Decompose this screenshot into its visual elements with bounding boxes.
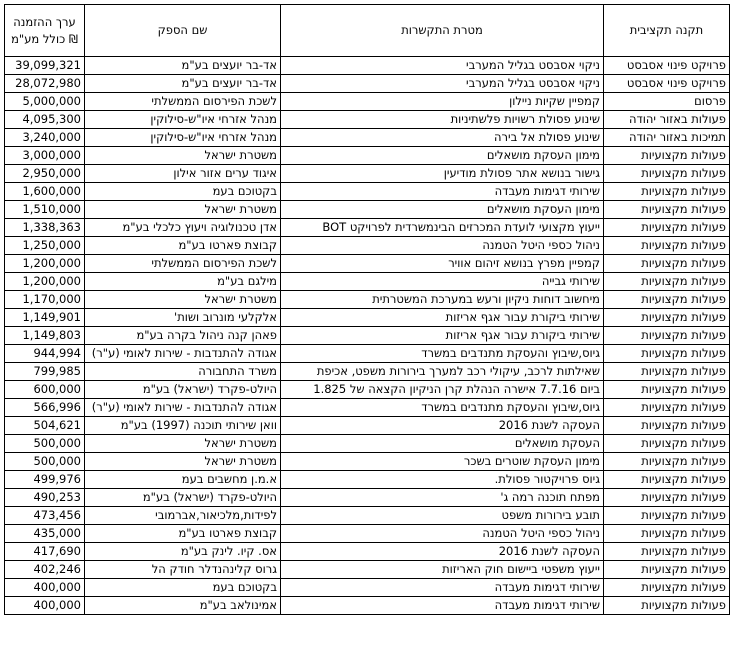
amount-cell: 566,996 (5, 399, 85, 417)
amount-cell: 1,200,000 (5, 255, 85, 273)
table-row (5, 489, 730, 507)
supplier-cell: משטרת ישראל (85, 453, 281, 471)
table-row (5, 309, 730, 327)
table-row (5, 399, 730, 417)
amount-cell: 1,149,901 (5, 309, 85, 327)
purpose-cell: ניהול כספי היטל הטמנה (281, 237, 604, 255)
table-row (5, 129, 730, 147)
budget-cell: פעולות מקצועיות (604, 507, 730, 525)
table-row (5, 543, 730, 561)
purpose-cell: ביום 7.7.16 אישרה הנהלת קרן הניקיון הקצאה של 1.825 (281, 381, 604, 399)
supplier-cell: פאהן קנה ניהול בקרה בע"מ (85, 327, 281, 345)
amount-cell: 3,000,000 (5, 147, 85, 165)
supplier-cell: קבוצת פארטו בע"מ (85, 237, 281, 255)
supplier-cell: מילגם בע"מ (85, 273, 281, 291)
supplier-cell: משטרת ישראל (85, 291, 281, 309)
budget-cell: פרויקט פינוי אסבסט (604, 75, 730, 93)
budget-cell: פרסום (604, 93, 730, 111)
table-row (5, 381, 730, 399)
purpose-cell: ניקוי אסבסט בגליל המערבי (281, 57, 604, 75)
amount-cell: 600,000 (5, 381, 85, 399)
amount-cell: 2,950,000 (5, 165, 85, 183)
table-row (5, 561, 730, 579)
table-row (5, 111, 730, 129)
budget-cell: פעולות מקצועיות (604, 327, 730, 345)
amount-cell: 417,690 (5, 543, 85, 561)
budget-cell: פעולות מקצועיות (604, 255, 730, 273)
amount-cell: 1,600,000 (5, 183, 85, 201)
budget-cell: פעולות מקצועיות (604, 453, 730, 471)
purpose-cell: קמפיין שקיות ניילון (281, 93, 604, 111)
budget-cell: תמיכות באזור יהודה (604, 129, 730, 147)
supplier-cell: מנהל אזרחי איו"ש-סילוקין (85, 129, 281, 147)
budget-cell: פרויקט פינוי אסבסט (604, 57, 730, 75)
budget-cell: פעולות באזור יהודה (604, 111, 730, 129)
table-row (5, 417, 730, 435)
supplier-cell: משטרת ישראל (85, 435, 281, 453)
purpose-cell: גיוס פרויקטור פסולת. (281, 471, 604, 489)
supplier-cell: משרד התחבורה (85, 363, 281, 381)
purpose-cell: העסקה לשנת 2016 (281, 417, 604, 435)
purpose-cell: מימון העסקת מושאלים (281, 201, 604, 219)
budget-cell: פעולות מקצועיות (604, 579, 730, 597)
table-row (5, 273, 730, 291)
table-row (5, 327, 730, 345)
amount-cell: 799,985 (5, 363, 85, 381)
budget-cell: פעולות מקצועיות (604, 165, 730, 183)
amount-cell: 1,338,363 (5, 219, 85, 237)
supplier-cell: אגודה להתנדבות - שירות לאומי (ע"ר) (85, 399, 281, 417)
supplier-cell: אגודה להתנדבות - שירות לאומי (ע"ר) (85, 345, 281, 363)
purpose-cell: שירותי דגימות מעבדה (281, 597, 604, 615)
purpose-cell: תובע בירורות משפט (281, 507, 604, 525)
header-row (5, 5, 730, 57)
purpose-cell: שירותי ביקורת עבור אגף אריזות (281, 309, 604, 327)
header-amount: ערך ההזמנה ₪ כולל מע"מ (5, 5, 85, 57)
table-row (5, 93, 730, 111)
amount-cell: 944,994 (5, 345, 85, 363)
table-row (5, 579, 730, 597)
purpose-cell: שירותי דגימות מעבדה (281, 183, 604, 201)
purpose-cell: מימון העסקת מושאלים (281, 147, 604, 165)
table-row (5, 219, 730, 237)
purpose-cell: ניהול כספי היטל הטמנה (281, 525, 604, 543)
budget-cell: פעולות מקצועיות (604, 147, 730, 165)
supplier-cell: אלקלעי מונרוב ושות' (85, 309, 281, 327)
supplier-cell: אמינולאב בע"מ (85, 597, 281, 615)
budget-cell: פעולות מקצועיות (604, 399, 730, 417)
supplier-cell: אדן טכנולוגיה ויעוץ כלכלי בע"מ (85, 219, 281, 237)
amount-cell: 1,170,000 (5, 291, 85, 309)
supplier-cell: בקטוכם בעמ (85, 183, 281, 201)
purpose-cell: שירותי ביקורת עבור אגף אריזות (281, 327, 604, 345)
budget-cell: פעולות מקצועיות (604, 381, 730, 399)
purpose-cell: גיוס,שיבוץ והעסקת מתנדבים במשרד (281, 345, 604, 363)
amount-cell: 400,000 (5, 597, 85, 615)
supplier-cell: אס. קיו. לינק בע"מ (85, 543, 281, 561)
table-row (5, 75, 730, 93)
purpose-cell: שירותי גבייה (281, 273, 604, 291)
supplier-cell: לשכת הפירסום הממשלתי (85, 93, 281, 111)
purpose-cell: קמפיין מפרץ בנושא זיהום אוויר (281, 255, 604, 273)
header-budget: תקנה תקציבית (604, 5, 730, 57)
table-row (5, 201, 730, 219)
amount-cell: 1,149,803 (5, 327, 85, 345)
purpose-cell: מיחשוב דוחות ניקיון ורעש במערכת המשטרתית (281, 291, 604, 309)
purpose-cell: ייעוץ משפטי ביישום חוק האריזות (281, 561, 604, 579)
purpose-cell: מפתח תוכנה רמה ג' (281, 489, 604, 507)
purpose-cell: העסקת מושאלים (281, 435, 604, 453)
table-row (5, 237, 730, 255)
amount-cell: 500,000 (5, 435, 85, 453)
supplier-cell: וואן שירותי תוכנה (1997) בע"מ (85, 417, 281, 435)
budget-cell: פעולות מקצועיות (604, 597, 730, 615)
table-row (5, 507, 730, 525)
table-row (5, 345, 730, 363)
amount-cell: 500,000 (5, 453, 85, 471)
amount-cell: 402,246 (5, 561, 85, 579)
budget-cell: פעולות מקצועיות (604, 543, 730, 561)
budget-cell: פעולות מקצועיות (604, 489, 730, 507)
supplier-cell: קבוצת פארטו בע"מ (85, 525, 281, 543)
amount-cell: 435,000 (5, 525, 85, 543)
table-row (5, 435, 730, 453)
budget-cell: פעולות מקצועיות (604, 345, 730, 363)
supplier-cell: משטרת ישראל (85, 201, 281, 219)
supplier-cell: מנהל אזרחי איו"ש-סילוקין (85, 111, 281, 129)
supplier-cell: לפידות,מלכיאור,אברמובי (85, 507, 281, 525)
supplier-cell: היולט-פקרד (ישראל) בע"מ (85, 489, 281, 507)
amount-cell: 473,456 (5, 507, 85, 525)
budget-cell: פעולות מקצועיות (604, 471, 730, 489)
purpose-cell: ייעוץ מקצועי לועדת המכרזים הבינמשרדית לפרויקט BOT (281, 219, 604, 237)
purpose-cell: ניקוי אסבסט בגליל המערבי (281, 75, 604, 93)
amount-cell: 504,621 (5, 417, 85, 435)
budget-cell: פעולות מקצועיות (604, 237, 730, 255)
amount-cell: 4,095,300 (5, 111, 85, 129)
amount-cell: 5,000,000 (5, 93, 85, 111)
budget-cell: פעולות מקצועיות (604, 273, 730, 291)
amount-cell: 1,200,000 (5, 273, 85, 291)
budget-cell: פעולות מקצועיות (604, 219, 730, 237)
purpose-cell: שינוע פסולת אל בירה (281, 129, 604, 147)
amount-cell: 1,510,000 (5, 201, 85, 219)
purpose-cell: שירותי דגימות מעבדה (281, 579, 604, 597)
table-row (5, 255, 730, 273)
supplier-cell: אד-בר יועצים בע"מ (85, 57, 281, 75)
purpose-cell: גישור בנושא אתר פסולת מודיעין (281, 165, 604, 183)
supplier-cell: היולט-פקרד (ישראל) בע"מ (85, 381, 281, 399)
purpose-cell: גיוס,שיבוץ והעסקת מתנדבים במשרד (281, 399, 604, 417)
table-row (5, 525, 730, 543)
purpose-cell: מימון העסקת שוטרים בשכר (281, 453, 604, 471)
table-row (5, 183, 730, 201)
amount-cell: 39,099,321 (5, 57, 85, 75)
purpose-cell: העסקה לשנת 2016 (281, 543, 604, 561)
budget-cell: פעולות מקצועיות (604, 525, 730, 543)
procurement-table (4, 4, 730, 615)
amount-cell: 400,000 (5, 579, 85, 597)
amount-cell: 490,253 (5, 489, 85, 507)
header-purpose: מטרת התקשרות (281, 5, 604, 57)
supplier-cell: משטרת ישראל (85, 147, 281, 165)
budget-cell: פעולות מקצועיות (604, 309, 730, 327)
supplier-cell: גרוס קלינהנדלר חודק הל (85, 561, 281, 579)
amount-cell: 28,072,980 (5, 75, 85, 93)
header-supplier: שם הספק (85, 5, 281, 57)
table-row (5, 363, 730, 381)
table-row (5, 147, 730, 165)
table-row (5, 453, 730, 471)
purpose-cell: שינוע פסולת רשויות פלשתיניות (281, 111, 604, 129)
budget-cell: פעולות מקצועיות (604, 561, 730, 579)
budget-cell: פעולות מקצועיות (604, 417, 730, 435)
supplier-cell: איגוד ערים אזור אילון (85, 165, 281, 183)
table-row (5, 597, 730, 615)
supplier-cell: אד-בר יועצים בע"מ (85, 75, 281, 93)
supplier-cell: בקטוכם בעמ (85, 579, 281, 597)
amount-cell: 3,240,000 (5, 129, 85, 147)
budget-cell: פעולות מקצועיות (604, 363, 730, 381)
amount-cell: 499,976 (5, 471, 85, 489)
supplier-cell: א.מ.ן מחשבים בעמ (85, 471, 281, 489)
budget-cell: פעולות מקצועיות (604, 183, 730, 201)
table-row (5, 57, 730, 75)
table-row (5, 471, 730, 489)
supplier-cell: לשכת הפירסום הממשלתי (85, 255, 281, 273)
budget-cell: פעולות מקצועיות (604, 201, 730, 219)
table-body (5, 57, 730, 615)
budget-cell: פעולות מקצועיות (604, 291, 730, 309)
table-row (5, 291, 730, 309)
budget-cell: פעולות מקצועיות (604, 435, 730, 453)
table-row (5, 165, 730, 183)
amount-cell: 1,250,000 (5, 237, 85, 255)
purpose-cell: שאילתות לרכב, עיקולי רכב למערך בירורות משפט, אכיפת (281, 363, 604, 381)
